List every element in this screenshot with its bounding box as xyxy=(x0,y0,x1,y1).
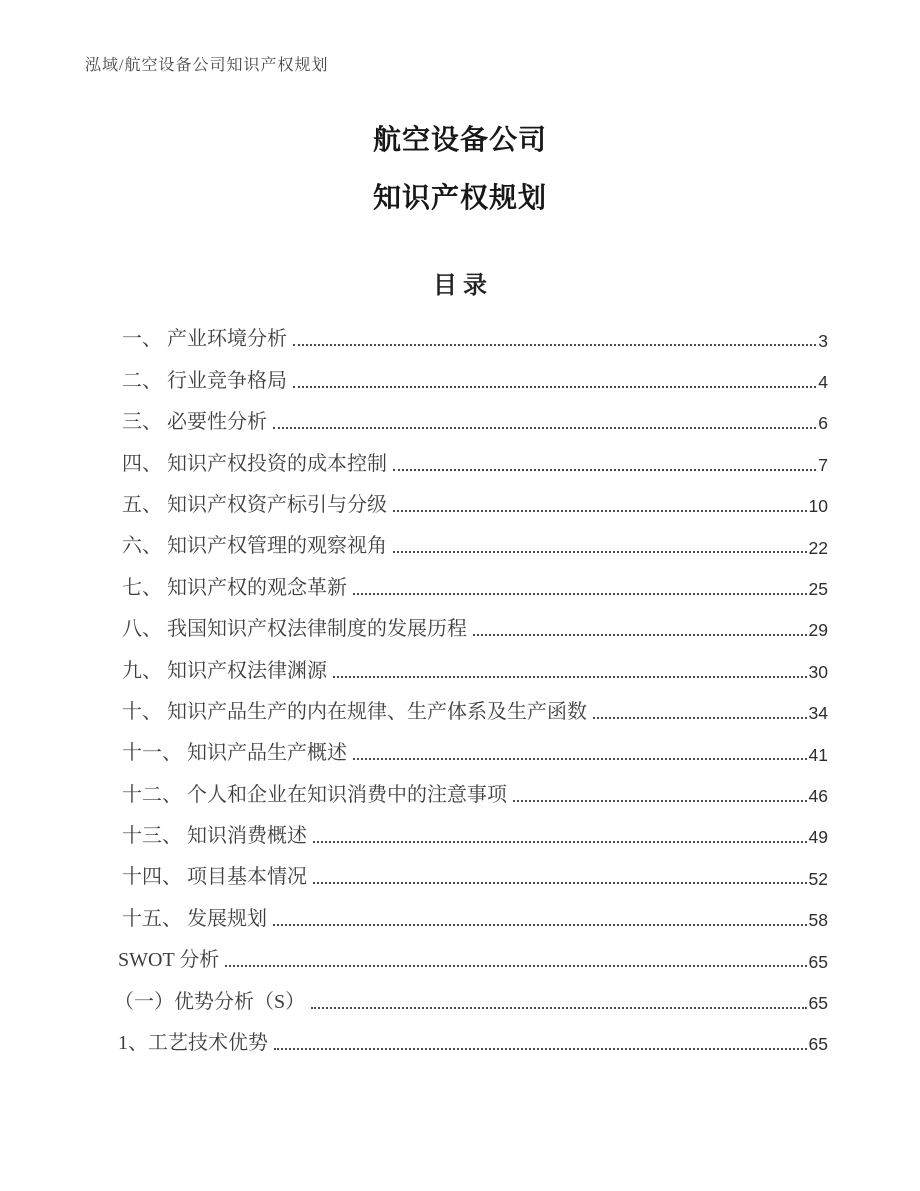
toc-dot-leader xyxy=(225,965,806,967)
toc-entry-page: 7 xyxy=(818,454,828,475)
toc-entry[interactable] xyxy=(92,435,828,476)
toc-entry-page: 46 xyxy=(808,785,828,806)
toc-entry-label: 十五、 发展规划 xyxy=(122,907,267,930)
document-header-label: 泓域/航空设备公司知识产权规划 xyxy=(85,57,329,74)
toc-entry-page: 3 xyxy=(818,330,828,351)
toc-entry-label: 二、 行业竞争格局 xyxy=(122,369,287,392)
toc-entry-page: 65 xyxy=(808,1034,828,1055)
toc-entry-page: 58 xyxy=(808,910,828,931)
toc-dot-leader xyxy=(311,1007,806,1009)
toc-entry[interactable] xyxy=(92,766,828,807)
toc-entry-page: 29 xyxy=(808,620,828,641)
toc-entry-page: 52 xyxy=(808,868,828,889)
toc-entry-page: 34 xyxy=(808,703,828,724)
toc-entry-page: 10 xyxy=(808,496,828,517)
toc-entry-label: 十、 知识产品生产的内在规律、生产体系及生产函数 xyxy=(122,700,587,723)
toc-dot-leader xyxy=(513,800,807,802)
toc-dot-leader xyxy=(393,551,807,553)
toc-entry[interactable] xyxy=(92,518,828,559)
toc-dot-leader xyxy=(293,386,816,388)
toc-dot-leader xyxy=(353,758,807,760)
toc-entry-page: 30 xyxy=(808,661,828,682)
toc-dot-leader xyxy=(274,1048,807,1050)
toc-entry[interactable] xyxy=(92,808,828,849)
toc-entry-page: 65 xyxy=(808,951,828,972)
toc-entry-page: 22 xyxy=(808,537,828,558)
toc-entry[interactable] xyxy=(92,477,828,518)
toc-entry-label: 五、 知识产权资产标引与分级 xyxy=(122,493,387,516)
toc-entry[interactable] xyxy=(92,601,828,642)
toc-dot-leader xyxy=(353,593,807,595)
toc-entry-label: 十二、 个人和企业在知识消费中的注意事项 xyxy=(122,783,507,806)
document-title-line1: 航空设备公司 xyxy=(372,124,547,155)
toc-entry[interactable] xyxy=(92,1015,828,1056)
toc-entry-label: 九、 知识产权法律渊源 xyxy=(122,659,327,682)
toc-entry[interactable] xyxy=(92,559,828,600)
table-of-contents xyxy=(92,311,828,1056)
toc-dot-leader xyxy=(273,924,807,926)
toc-entry-label: 十三、 知识消费概述 xyxy=(122,825,307,848)
toc-dot-leader xyxy=(313,882,807,884)
toc-entry-label: （一）优势分析（S） xyxy=(114,990,306,1013)
toc-entry-page: 41 xyxy=(808,744,828,765)
toc-entry[interactable] xyxy=(92,311,828,352)
toc-dot-leader xyxy=(473,634,807,636)
toc-entry-page: 4 xyxy=(818,372,828,393)
toc-entry-page: 25 xyxy=(808,578,828,599)
toc-entry-label: 十四、 项目基本情况 xyxy=(122,866,307,889)
toc-entry-label: 六、 知识产权管理的观察视角 xyxy=(122,535,387,558)
toc-entry[interactable] xyxy=(92,932,828,973)
toc-dot-leader xyxy=(313,841,807,843)
toc-entry-page: 49 xyxy=(808,827,828,848)
toc-dot-leader xyxy=(593,717,807,719)
toc-dot-leader xyxy=(293,344,816,346)
toc-entry-label: SWOT 分析 xyxy=(118,949,220,972)
toc-heading: 目 录 xyxy=(433,273,487,299)
toc-entry-label: 1、工艺技术优势 xyxy=(118,1032,268,1055)
toc-dot-leader xyxy=(393,510,807,512)
toc-entry[interactable] xyxy=(92,890,828,931)
toc-dot-leader xyxy=(393,469,816,471)
toc-entry-label: 一、 产业环境分析 xyxy=(122,328,287,351)
toc-entry[interactable] xyxy=(92,684,828,725)
toc-entry-label: 四、 知识产权投资的成本控制 xyxy=(122,452,387,475)
toc-dot-leader xyxy=(273,427,816,429)
toc-entry[interactable] xyxy=(92,849,828,890)
toc-entry-page: 6 xyxy=(818,413,828,434)
document-title-line2: 知识产权规划 xyxy=(372,182,547,213)
toc-entry-label: 八、 我国知识产权法律制度的发展历程 xyxy=(122,618,467,641)
toc-entry-label: 三、 必要性分析 xyxy=(122,411,267,434)
toc-entry[interactable] xyxy=(92,394,828,435)
toc-entry-page: 65 xyxy=(808,992,828,1013)
toc-entry-label: 十一、 知识产品生产概述 xyxy=(122,742,347,765)
toc-entry[interactable] xyxy=(92,725,828,766)
toc-dot-leader xyxy=(333,676,807,678)
toc-entry[interactable] xyxy=(92,973,828,1014)
toc-entry[interactable] xyxy=(92,642,828,683)
toc-entry[interactable] xyxy=(92,352,828,393)
toc-entry-label: 七、 知识产权的观念革新 xyxy=(122,576,347,599)
